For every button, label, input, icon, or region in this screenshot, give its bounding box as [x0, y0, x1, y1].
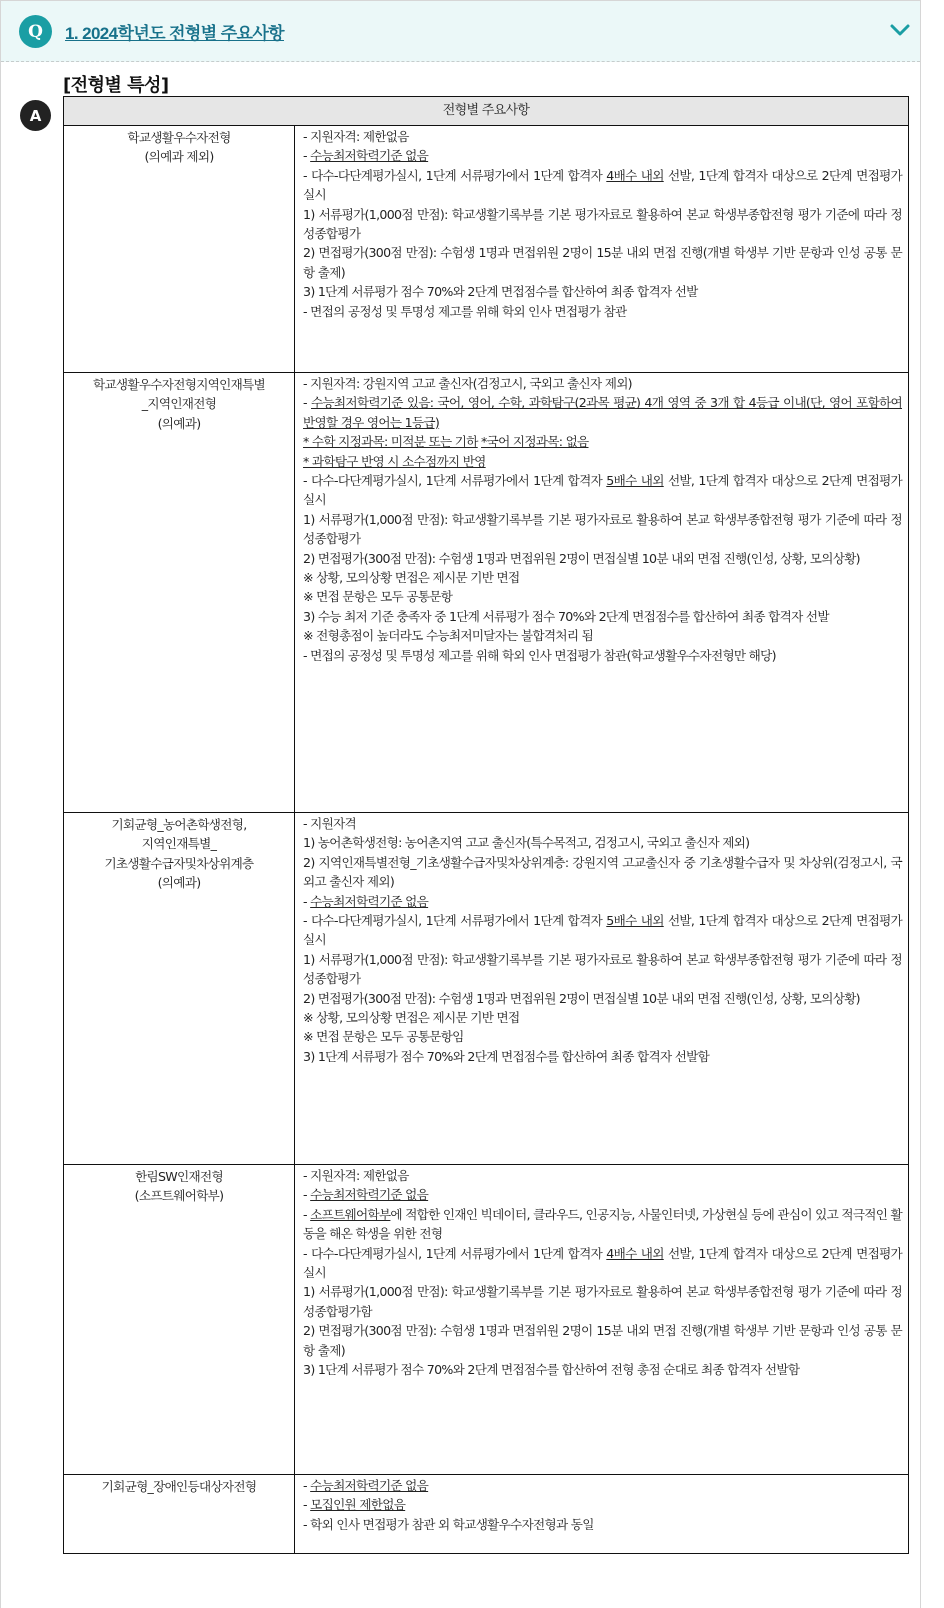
question-title-link[interactable]: 1. 2024학년도 전형별 주요사항 — [65, 24, 284, 43]
label-line: 학교생활우수자전형 — [127, 130, 231, 145]
detail-text: 2) 지역인재특별전형_기초생활수급자및차상위계층: 강원지역 고교출신자 중 기초생활수급자 및 차상위(검정고시, 국외고 출신자 제외) — [303, 854, 903, 890]
detail-line — [303, 166, 902, 205]
detail-text: - 다수-다단계평가실시, 1단계 서류평가에서 1단계 합격자 — [303, 1245, 607, 1261]
table-header-cell: 전형별 주요사항 — [64, 97, 909, 126]
detail-text: 2) 면접평가(300점 만점): 수험생 1명과 면접위원 2명이 15분 내외 면접 진행(개별 학생부 기반 문항과 인성 공통 문항 출제) — [303, 245, 903, 280]
detail-text: 3) 1단계 서류평가 점수 70%와 2단계 면접점수를 합산하여 전형 총점 순대로 최종 합격자 선발함 — [303, 1362, 800, 1378]
emphasized-text: 4배수 내외 — [606, 1245, 664, 1261]
detail-line — [303, 374, 902, 393]
detail-text: - 면접의 공정성 및 투명성 제고를 위해 학외 인사 면접평가 참관(학교생활우수자전형만 해당) — [303, 647, 776, 663]
label-line: (소프트웨어학부) — [134, 1188, 224, 1204]
detail-line — [303, 1244, 902, 1283]
detail-text: ※ 상황, 모의상황 면접은 제시문 기반 면접 — [303, 1010, 520, 1026]
detail-line — [303, 1515, 902, 1534]
label-line: (의예과) — [157, 875, 201, 891]
detail-text: - 지원자격: 제한없음 — [303, 1168, 409, 1183]
detail-line — [303, 1282, 902, 1321]
detail-line — [303, 452, 902, 471]
label-line: 기회균형_농어촌학생전형, — [111, 817, 247, 832]
detail-text: - 학외 인사 면접평가 참관 외 학교생활우수자전형과 동일 — [303, 1516, 594, 1532]
detail-text: - 지원자격 — [303, 816, 357, 831]
label-line: 기회균형_장애인등대상자전형 — [101, 1479, 257, 1494]
emphasized-text: 수능최저학력기준 없음 — [310, 148, 429, 164]
detail-line — [303, 989, 902, 1008]
detail-line — [303, 1476, 902, 1495]
detail-line — [303, 814, 902, 833]
detail-text: - 지원자격: 강원지역 고교 출신자(검정고시, 국외고 출신자 제외) — [303, 376, 632, 391]
detail-text: 선발, 1단계 합격자 대상으로 2단계 면접평가 실시 — [303, 167, 902, 203]
detail-line — [303, 1047, 902, 1066]
question-badge-icon: Q — [19, 15, 52, 48]
emphasized-text: 5배수 내외 — [606, 473, 664, 489]
detail-line — [303, 393, 902, 432]
emphasized-text: 소프트웨어학부 — [310, 1206, 391, 1222]
admission-types-table — [63, 96, 909, 1554]
emphasized-text: 수능최저학력기준 없음 — [310, 893, 429, 909]
detail-line — [303, 833, 902, 852]
detail-text: - — [303, 893, 311, 909]
detail-line — [303, 1360, 902, 1379]
detail-line — [303, 1166, 902, 1185]
detail-line — [303, 432, 902, 451]
detail-line — [303, 646, 902, 665]
detail-text: 에 적합한 인재인 빅데이터, 클라우드, 인공지능, 사물인터넷, 가상현실 등에 관심이 있고 적극적인 활동을 해온 학생을 위한 전형 — [303, 1206, 902, 1242]
detail-line — [303, 950, 902, 989]
table-row — [64, 126, 909, 373]
detail-text: 선발, 1단계 합격자 대상으로 2단계 면접평가 실시 — [303, 913, 902, 948]
table-header-row — [64, 97, 909, 126]
table-row — [64, 813, 909, 1165]
admission-type-details — [295, 1475, 909, 1554]
admission-type-details — [295, 813, 909, 1165]
detail-line — [303, 911, 902, 950]
detail-text: - — [303, 148, 311, 164]
detail-text: 3) 수능 최저 기준 충족자 중 1단계 서류평가 점수 70%와 2단계 면접점수를 합산하여 최종 합격자 선발 — [303, 608, 829, 624]
table-body — [64, 126, 909, 1554]
detail-text: - — [303, 1187, 311, 1203]
detail-line — [303, 1495, 902, 1514]
detail-text: - 다수-다단계평가실시, 1단계 서류평가에서 1단계 합격자 — [303, 473, 607, 489]
detail-text: - — [303, 1206, 311, 1222]
detail-text: ※ 면접 문항은 모두 공통문항 — [303, 589, 453, 605]
label-line: 학교생활우수자전형지역인재특별 — [93, 377, 265, 392]
emphasized-text: * 과학탐구 반영 시 소수점까지 반영 — [303, 453, 486, 469]
label-line: 한림SW인재전형 — [135, 1169, 223, 1184]
detail-text: - — [303, 395, 311, 411]
table-row — [64, 373, 909, 813]
detail-line — [303, 1185, 902, 1204]
admission-type-details — [295, 373, 909, 813]
detail-text: - 면접의 공정성 및 투명성 제고를 위해 학외 인사 면접평가 참관 — [303, 303, 627, 319]
admission-type-label — [64, 1475, 295, 1554]
detail-text: 1) 서류평가(1,000점 만점): 학교생활기록부를 기본 평가자료로 활용하여 본교 학생부종합전형 평가 기준에 따라 정성종합평가 — [303, 206, 903, 242]
detail-text: 1) 서류평가(1,000점 만점): 학교생활기록부를 기본 평가자료로 활용하여 본교 학생부종합전형 평가 기준에 따라 정성종합평가함 — [303, 1284, 903, 1319]
detail-line — [303, 1205, 902, 1244]
emphasized-text: *국어 지정과목: 없음 — [481, 434, 589, 450]
answer-badge-icon: A — [20, 100, 51, 131]
table-row — [64, 1475, 909, 1554]
detail-line — [303, 205, 902, 244]
detail-text: 1) 농어촌학생전형: 농어촌지역 고교 출신자(특수목적고, 검정고시, 국외고 출신자 제외) — [303, 835, 750, 851]
detail-line — [303, 607, 902, 626]
detail-text: - 다수-다단계평가실시, 1단계 서류평가에서 1단계 합격자 — [303, 167, 607, 183]
detail-text: ※ 상황, 모의상황 면접은 제시문 기반 면접 — [303, 570, 520, 586]
label-line: (의예과) — [157, 415, 201, 431]
detail-line — [303, 127, 902, 146]
detail-line — [303, 549, 902, 568]
page-gutter — [921, 0, 944, 1608]
detail-line — [303, 243, 902, 282]
detail-text: - 다수-다단계평가실시, 1단계 서류평가에서 1단계 합격자 — [303, 913, 607, 929]
admission-type-details — [295, 126, 909, 373]
detail-line — [303, 302, 902, 321]
faq-question-header[interactable] — [1, 1, 920, 62]
detail-line — [303, 853, 902, 892]
detail-line — [303, 1027, 902, 1046]
detail-text: 선발, 1단계 합격자 대상으로 2단계 면접평가 실시 — [303, 473, 902, 508]
section-title: [전형별 특성] — [63, 75, 169, 96]
emphasized-text: 모집인원 제한없음 — [310, 1497, 406, 1513]
admission-type-label — [64, 1165, 295, 1475]
admission-type-details — [295, 1165, 909, 1475]
table-row — [64, 1165, 909, 1475]
detail-text: 1) 서류평가(1,000점 만점): 학교생활기록부를 기본 평가자료로 활용하여 본교 학생부종합전형 평가 기준에 따라 정성종합평가 — [303, 511, 903, 547]
detail-text: 선발, 1단계 합격자 대상으로 2단계 면접평가 실시 — [303, 1245, 902, 1281]
detail-text: 1) 서류평가(1,000점 만점): 학교생활기록부를 기본 평가자료로 활용하여 본교 학생부종합전형 평가 기준에 따라 정성종합평가 — [303, 951, 903, 987]
emphasized-text: 4배수 내외 — [606, 167, 664, 183]
detail-text: 3) 1단계 서류평가 점수 70%와 2단계 면접점수를 합산하여 최종 합격자 선발 — [303, 284, 698, 300]
emphasized-text: 수능최저학력기준 있음: 국어, 영어, 수학, 과학탐구(2과목 평균) 4개 영역 중 3개 합 4등급 이내(단, 영어 포함하여 반영할 경우 영어는 1등급) — [303, 395, 902, 430]
detail-text: 2) 면접평가(300점 만점): 수험생 1명과 면접위원 2명이 면접실별 10분 내외 면접 진행(인성, 상황, 모의상황) — [303, 990, 860, 1006]
detail-line — [303, 146, 902, 165]
detail-text: - — [303, 1478, 311, 1493]
emphasized-text: 5배수 내외 — [606, 913, 664, 929]
admission-type-label — [64, 813, 295, 1165]
detail-text: 3) 1단계 서류평가 점수 70%와 2단계 면접점수를 합산하여 최종 합격자 선발함 — [303, 1048, 710, 1064]
admission-type-label — [64, 373, 295, 813]
emphasized-text: * 수학 지정과목: 미적분 또는 기하 — [303, 434, 478, 450]
detail-line — [303, 471, 902, 510]
admission-type-label — [64, 126, 295, 373]
detail-text: - 지원자격: 제한없음 — [303, 129, 409, 144]
detail-line — [303, 626, 902, 645]
detail-text: - — [303, 1497, 311, 1513]
detail-line — [303, 587, 902, 606]
detail-line — [303, 892, 902, 911]
detail-line — [303, 1321, 902, 1360]
detail-line — [303, 510, 902, 549]
detail-text: 2) 면접평가(300점 만점): 수험생 1명과 면접위원 2명이 15분 내외 면접 진행(개별 학생부 기반 문항과 인성 공통 문항 출제) — [303, 1323, 903, 1358]
detail-line — [303, 1008, 902, 1027]
label-line: 기초생활수급자및차상위계층 — [104, 855, 254, 871]
emphasized-text: 수능최저학력기준 없음 — [310, 1187, 429, 1203]
label-line: (의예과 제외) — [144, 149, 214, 165]
chevron-down-icon[interactable] — [889, 22, 911, 38]
detail-text: ※ 전형총점이 높더라도 수능최저미달자는 불합격처리 됨 — [303, 628, 594, 644]
detail-line — [303, 282, 902, 301]
detail-line — [303, 568, 902, 587]
emphasized-text: 수능최저학력기준 없음 — [310, 1478, 429, 1493]
detail-text: ※ 면접 문항은 모두 공통문항임 — [303, 1029, 464, 1045]
label-line: 지역인재특별_ — [141, 836, 217, 852]
detail-text: 2) 면접평가(300점 만점): 수험생 1명과 면접위원 2명이 면접실별 10분 내외 면접 진행(인성, 상황, 모의상황) — [303, 550, 860, 566]
label-line: _지역인재전형 — [141, 396, 217, 412]
